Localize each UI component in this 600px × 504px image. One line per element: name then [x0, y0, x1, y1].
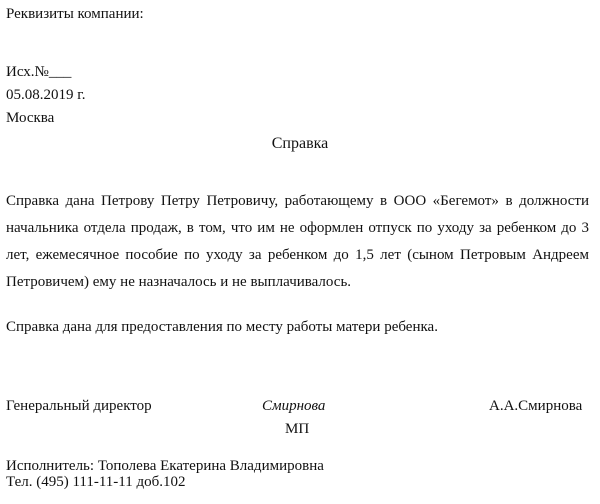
purpose-statement: Справка дана для предоставления по месту работы матери ребенка.: [6, 319, 438, 335]
certificate-body: [6, 188, 589, 296]
body-line: Петровичем) ему не назначалось и не выплачивалось.: [6, 274, 352, 290]
outgoing-number: Исх.№___: [6, 64, 72, 80]
document-title: Справка: [271, 135, 329, 152]
document-city: Москва: [6, 110, 55, 126]
company-requisites-label: Реквизиты компании:: [6, 6, 144, 22]
body-line: лет, ежемесячное пособие по уходу за ребенком до 1,5 лет (сыном Петровым Андреем: [6, 247, 589, 263]
signatory-position: Генеральный директор: [6, 398, 152, 414]
stamp-placeholder: МП: [285, 421, 310, 437]
signatory-name: А.А.Смирнова: [489, 398, 583, 414]
document-date: 05.08.2019 г.: [6, 87, 86, 103]
body-line: начальника отдела продаж, в том, что им не оформлен отпуск по уходу за ребенком до 3: [6, 220, 589, 236]
signature: Смирнова: [262, 398, 326, 414]
executor-info: Исполнитель: Тополева Екатерина Владимировна: [6, 458, 324, 474]
executor-phone: Тел. (495) 111-11-11 доб.102: [6, 474, 186, 490]
body-line: Справка дана Петрову Петру Петровичу, работающему в ООО «Бегемот» в должности: [6, 193, 589, 209]
